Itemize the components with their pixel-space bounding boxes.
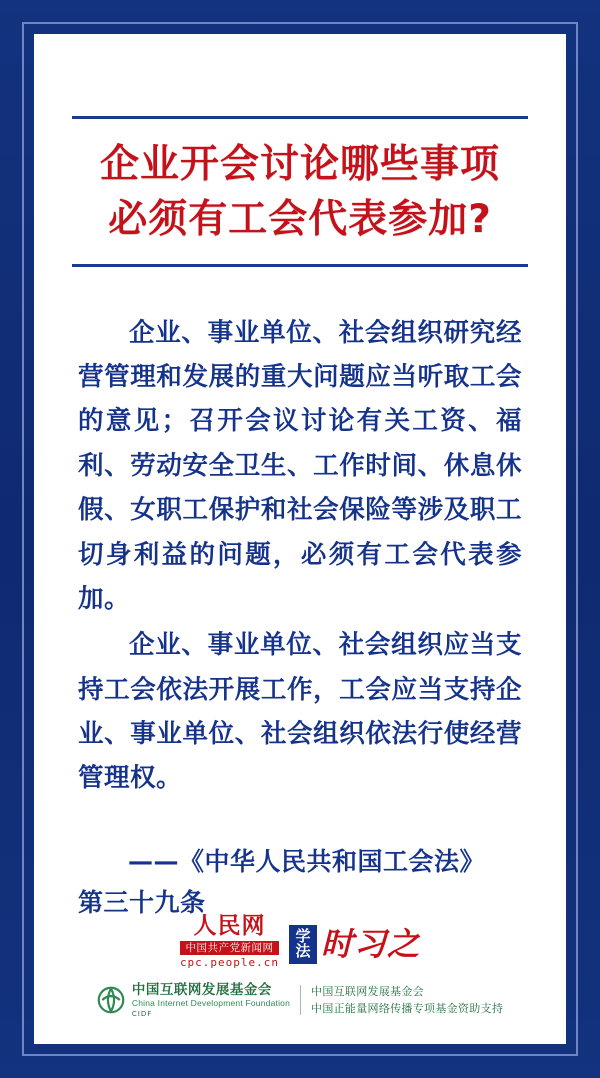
title-line-1: 企业开会讨论哪些事项: [99, 142, 500, 187]
fund-line-1: 中国互联网发展基金会: [311, 984, 425, 998]
logo-row: [34, 912, 566, 969]
cidf-name-en: China Internet Development Foundation: [131, 997, 291, 1008]
fund-line-2: 中国正能量网络传播专项基金资助支持: [311, 1001, 504, 1015]
people-cn-url: cpc.people.cn: [179, 956, 280, 969]
poster-card: [34, 34, 566, 1044]
people-cn-logo: [179, 912, 280, 969]
source-article: 第三十九条: [78, 887, 206, 917]
xuefa-badge: 学法: [289, 925, 317, 965]
poster-title: [34, 137, 566, 248]
title-rule-bottom: [72, 264, 528, 267]
footer-divider: [300, 985, 301, 1015]
body-paragraph-1: 企业、事业单位、社会组织研究经营管理和发展的重大问题应当听取工会的意见；召开会议讨论有关工资、福利、劳动安全卫生、工作时间、休息休假、女职工保护和社会保险等涉及职工切身利益的问题，必须有工会代表参加。: [78, 317, 522, 614]
title-block: [34, 116, 566, 267]
footer-credits: [34, 982, 566, 1018]
people-cn-name: 人民网: [193, 912, 266, 939]
source-law: ——《中华人民共和国工会法》: [128, 846, 486, 876]
source-block: [34, 841, 566, 924]
cidf-name-cn: 中国互联网发展基金会: [131, 981, 272, 998]
cidf-logo: [97, 982, 290, 1018]
cidf-abbr: CIDF: [131, 1010, 153, 1018]
xuefa-shixizhi-logo: [289, 925, 420, 969]
globe-leaf-icon: [97, 986, 125, 1014]
body-block: [34, 311, 566, 803]
title-line-2: 必须有工会代表参加?: [108, 197, 492, 243]
fund-credit-lines: [311, 983, 503, 1017]
body-paragraph-2: 企业、事业单位、社会组织应当支持工会依法开展工作，工会应当支持企业、事业单位、社会组织依法行使经营管理权。: [78, 630, 522, 794]
shixizhi-text: 时习之: [321, 925, 421, 964]
title-rule-top: [72, 116, 528, 119]
people-cn-subtitle: 中国共产党新闻网: [180, 941, 279, 956]
